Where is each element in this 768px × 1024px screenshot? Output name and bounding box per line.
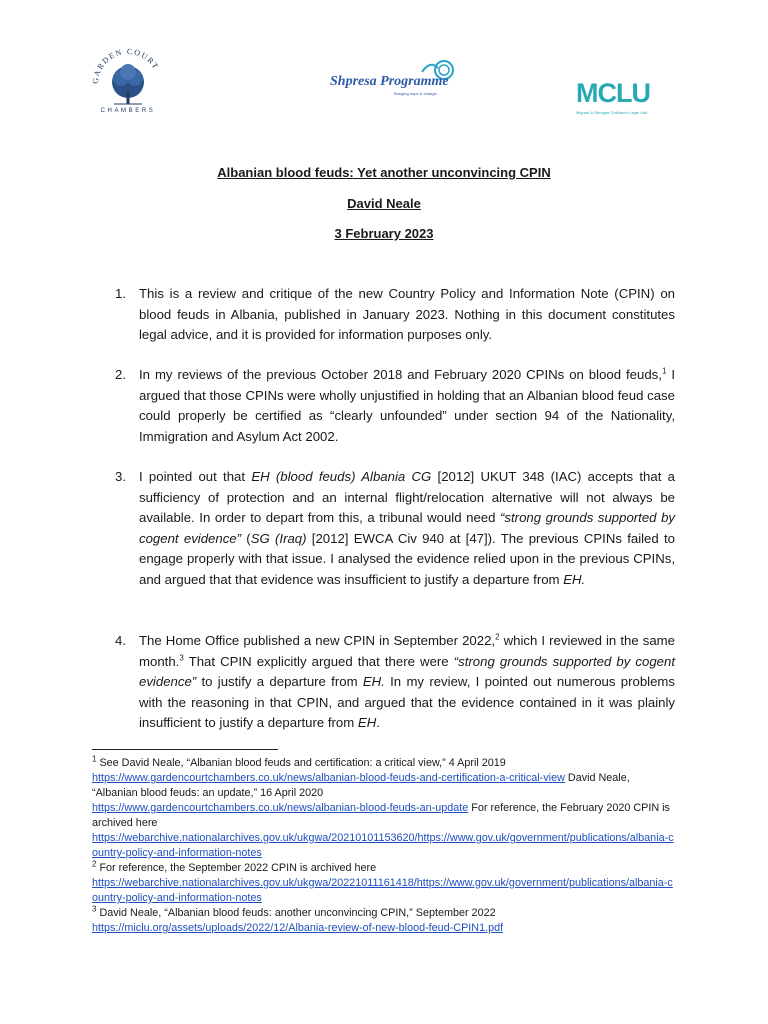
paragraph-2 — [115, 365, 675, 447]
shpresa-name: Shpresa Programme — [330, 74, 449, 89]
footnote-ref-2[interactable]: 2 — [495, 632, 500, 642]
mclu-name: MCLU — [576, 78, 650, 108]
shpresa-logo — [330, 68, 460, 104]
document-date: 3 February 2023 — [334, 226, 434, 241]
paragraph-number: 1. — [115, 286, 126, 301]
paragraph-number: 2. — [115, 367, 126, 382]
footnote-link[interactable]: https://www.gardencourtchambers.co.uk/news/albanian-blood-feuds-and-certification-a-critical-view — [92, 772, 565, 784]
shpresa-tagline: Bringing hope & change — [394, 91, 437, 96]
paragraph-text: The Home Office published a new CPIN in September 2022,$^2$ which I reviewed in the same month.$^3$ That CPIN explicitly argued that there were “strong grounds supported by cogent evidence” to justify a departure from EH. In my review, I pointed out numerous problems with the reasoning in that CPIN, and argued that the evidence contained in it was plainly insufficient to justify a departure from EH. — [139, 632, 675, 731]
tree-icon — [88, 40, 168, 110]
footnote-ref-3[interactable]: 3 — [179, 653, 184, 663]
paragraph-4 — [115, 631, 675, 734]
footnote-link[interactable]: https://www.gardencourtchambers.co.uk/news/albanian-blood-feuds-an-update — [92, 802, 469, 814]
footnote-link[interactable]: https://webarchive.nationalarchives.gov.uk/ukgwa/20210101153620/https://www.gov.uk/government/publications/albania-country-policy-and-information-notes — [92, 832, 674, 859]
header-logos — [0, 40, 768, 140]
footnote-1: $^1$ See David Neale, “Albanian blood feuds and certification: a critical view,” 4 April 2019 https://www.gardencourtchambers.co.uk/news/albanian-blood-feuds-and-certification-a-critical-view David Neale, “Albanian blood feuds: an update,” 16 April 2020 https://www.gardencourtchambers.co.uk/news/albanian-blood-feuds-an-update For reference, the February 2020 CPIN is archived here https://webarchive.nationalarchives.gov.uk/ukgwa/20210101153620/https://www.gov.uk/government/publications/albania-country-policy-and-information-notes — [92, 754, 674, 859]
garden-court-chambers-text: CHAMBERS — [100, 108, 156, 114]
footnote-2: $^2$ For reference, the September 2022 CPIN is archived here https://webarchive.nationalarchives.gov.uk/ukgwa/20221011161418/https://www.gov.uk/government/publications/albania-country-policy-and-information-notes — [92, 859, 673, 904]
paragraph-1 — [115, 284, 675, 346]
footnote-divider — [92, 749, 278, 750]
footnote-3: $^3$ David Neale, “Albanian blood feuds: another unconvincing CPIN,” September 2022 https://miclu.org/assets/uploads/2022/12/Albania-review-of-new-blood-feud-CPIN1.pdf — [92, 904, 504, 934]
footnote-link[interactable]: https://miclu.org/assets/uploads/2022/12/Albania-review-of-new-blood-feud-CPIN1.pdf — [92, 922, 504, 934]
document-author: David Neale — [347, 196, 421, 211]
paragraph-text: This is a review and critique of the new Country Policy and Information Note (CPIN) on blood feuds in Albania, published in January 2023. Nothing in this document constitutes legal advice, and it is provided for information purposes only. — [139, 286, 675, 343]
garden-court-arc-text: GARDEN COURT — [90, 46, 161, 85]
footnotes — [92, 756, 677, 936]
mclu-tagline: Migrant & Refugee Children's Legal Unit — [576, 110, 648, 115]
paragraph-text: I pointed out that EH (blood feuds) Albania CG [2012] UKUT 348 (IAC) accepts that a sufficiency of protection and an internal flight/relocation alternative will not always be available. In order to depart from this, a tribunal would need “strong grounds supported by cogent evidence” (SG (Iraq) [2012] EWCA Civ 940 at [47]). The previous CPINs failed to engage properly with that issue. I analysed the evidence relied upon in the previous CPINs, and argued that that evidence was insufficient to justify a departure from EH. — [139, 469, 676, 587]
paragraph-3 — [115, 467, 675, 591]
mclu-logo — [574, 78, 674, 124]
paragraph-text: In my reviews of the previous October 2018 and February 2020 CPINs on blood feuds,$^1$ I argued that those CPINs were wholly unjustified in holding that an Albanian blood feud case could properly be certified as “clearly unfounded” under section 94 of the Nationality, Immigration and Asylum Act 2002. — [139, 366, 675, 444]
paragraph-number: 3. — [115, 469, 126, 484]
footnote-ref-1[interactable]: 1 — [661, 366, 667, 376]
garden-court-logo — [88, 40, 168, 120]
document-title: Albanian blood feuds: Yet another unconvincing CPIN — [217, 165, 551, 180]
footnote-link[interactable]: https://webarchive.nationalarchives.gov.uk/ukgwa/20221011161418/https://www.gov.uk/government/publications/albania-country-policy-and-information-notes — [92, 877, 673, 904]
paragraph-number: 4. — [115, 633, 126, 648]
